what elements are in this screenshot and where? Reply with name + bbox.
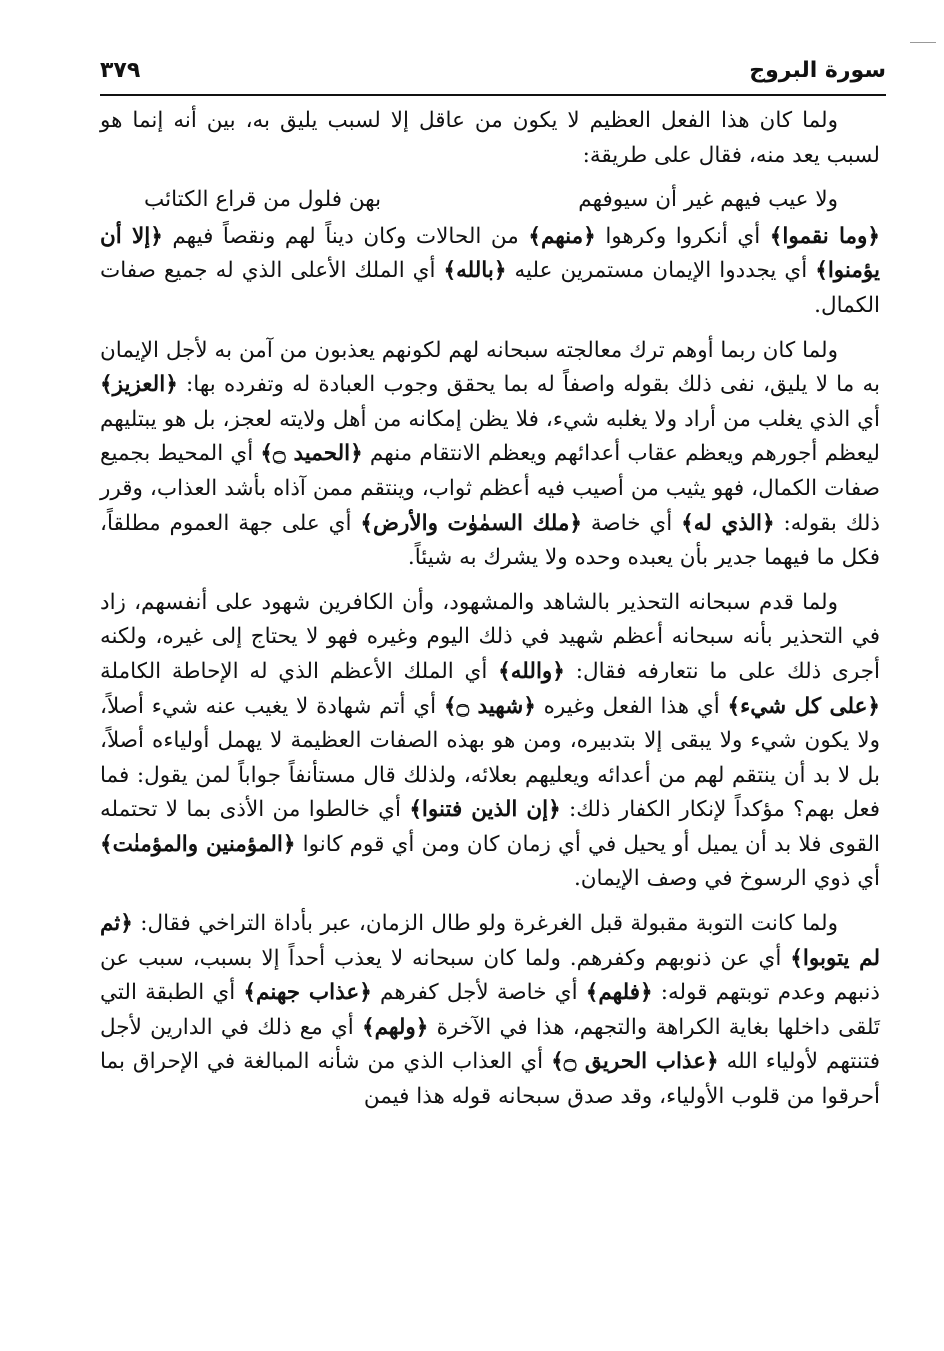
quran-quote: ﴿الحميد ۝﴾ — [260, 441, 363, 467]
commentary-text: ولما قدم سبحانه التحذير بالشاهد والمشهود، وأن الكافرين شهود على أنفسهم، زاد في التحذير بأنه سبحانه أعظم شهيد في ذلك اليوم وغيره فهو لا يحتاج إلى غيره، ولكنه أجرى ذلك على ما نتعارفه فقال: — [100, 589, 880, 684]
commentary-text: أي هذا الفعل وغيره — [535, 693, 728, 719]
verse-first-hemistich: ولا عيب فيهم غير أن سيوفهم — [578, 187, 838, 213]
commentary-text: أي أتم شهادة لا يغيب عنه شيء أصلاً، ولا يكون شيء ولا يبقى إلا بتدبيره، ومن هو بهذه الصفات العظيمة لا يهمل أولياءه أصلاً، بل لا بد أن ينتقم لهم من أعدائه ويعليهم بعلائه، ولذلك قال مستأنفاً جواباً لمن يقول: فما فعل بهم؟ مؤكداً لإنكار الكفار ذلك: — [100, 693, 881, 823]
page-number: ٣٧٩ — [100, 58, 141, 83]
commentary-text: أي خاصة — [581, 510, 682, 536]
quran-quote: ﴿عذاب الحريق ۝﴾ — [551, 1049, 719, 1075]
commentary-text: أي على جهة العموم مطلقاً، فكل ما فيهما جدير بأن يعبده وحده ولا يشرك به شيئاً. — [100, 510, 880, 571]
paragraph — [100, 220, 880, 324]
quran-quote: ﴿منهم﴾ — [528, 223, 596, 249]
paragraphs-before-verse — [100, 104, 880, 173]
paragraph — [100, 104, 880, 173]
quran-quote: ﴿ثم لم يتوبوا﴾ — [100, 911, 880, 971]
quran-quote: ﴿ولهم﴾ — [362, 1014, 429, 1040]
quran-quote: ﴿والله﴾ — [498, 658, 565, 684]
commentary-text: أي أنكروا وكرهوا — [595, 223, 770, 249]
quran-quote: ﴿بالله﴾ — [443, 258, 507, 284]
quran-quote: ﴿على كل شيء﴾ — [727, 693, 880, 719]
commentary-text: أي ذوي الرسوخ في وصف الإيمان. — [573, 866, 880, 892]
page-body — [100, 104, 880, 1125]
commentary-text: أي العذاب الذي من شأنه المبالغة في الإحراق بما أحرقوا من قلوب الأولياء، وقد صدق سبحانه قوله هذا فيمن — [100, 1049, 880, 1110]
quran-quote: ﴿إلا أن يؤمنوا﴾ — [100, 223, 880, 284]
commentary-text: أي خالطوا من الأذى بما لا تحتمله القوى فلا بد أن يميل أو يحيل في أي زمان كان ومن أي قوم كانوا — [100, 797, 880, 857]
commentary-text: ولما كان هذا الفعل العظيم لا يكون من عاقل إلا لسبب يليق به، بين أنه إنما هو لسبب يعد منه، فقال على طريقة: — [100, 108, 880, 168]
commentary-text: أي عن ذنوبهم وكفرهم. ولما كان سبحانه لا يعذب أحداً إلا بسبب، سبب عن ذنبهم وعدم توبتهم قوله: — [100, 945, 880, 1006]
paragraphs-after-verse — [100, 220, 880, 1115]
commentary-text: أي خاصة لأجل كفرهم — [371, 980, 586, 1006]
quran-quote: ﴿إن الذين فتنوا﴾ — [409, 797, 561, 823]
paragraph — [100, 334, 880, 576]
quran-quote: ﴿وما نقموا﴾ — [769, 223, 880, 249]
commentary-text: أي الملك الأعظم الذي له الإحاطة الكاملة — [100, 658, 499, 684]
quran-quote: ﴿المؤمنين والمؤمنٰت﴾ — [100, 831, 296, 857]
page-header — [100, 52, 886, 96]
quran-quote: ﴿الذي له﴾ — [681, 510, 775, 536]
quran-quote: ﴿ملك السمٰوٰت والأرض﴾ — [360, 510, 582, 536]
commentary-text: أي مع ذلك في الدارين لأجل فتنتهم لأولياء الله — [100, 1014, 880, 1075]
commentary-text: ولما كانت التوبة مقبولة قبل الغرغرة ولو طال الزمان، عبر بأداة التراخي فقال: — [132, 911, 838, 937]
commentary-text: أي الطبقة التي تَلقى داخلها بغاية الكراهة والتجهم، هذا في الآخرة — [100, 980, 880, 1040]
commentary-text: من الحالات وكان ديناً لهم ونقصاً فيهم — [162, 223, 529, 249]
quran-quote: ﴿شهيد ۝﴾ — [443, 693, 536, 719]
commentary-text: أي الذي يغلب من أراد ولا يغلبه شيء، فلا يظن إمكانه من أهل ولايته لعجز، بل هو يبتليهم ليعظم أجورهم ويعظم عقاب أعدائهم ويعظم الانتقام منهم — [100, 406, 880, 467]
quran-quote: ﴿فلهم﴾ — [585, 980, 653, 1006]
corner-mark — [910, 42, 936, 43]
commentary-text: أي المحيط بجميع صفات الكمال، فهو يثيب من أصيب فيه أعظم ثواب، وينتقم ممن آذاه بأشد العذاب، وقرر ذلك بقوله: — [100, 441, 880, 536]
commentary-text: أي الملك الأعلى الذي له جميع صفات الكمال. — [100, 258, 880, 318]
commentary-text: أي يجددوا الإيمان مستمرين عليه — [506, 258, 816, 284]
surah-name: سورة البروج — [749, 58, 886, 83]
paragraph — [100, 586, 880, 897]
quran-quote: ﴿العزيز﴾ — [100, 372, 178, 398]
paragraph — [100, 907, 880, 1115]
commentary-text: ولما كان ربما أوهم ترك معالجته سبحانه لهم لكونهم يعذبون من آمن به لأجل الإيمان به ما لا يليق، نفى ذلك بقوله واصفاً له بما يحقق وجوب العبادة له وتفرده بها: — [100, 337, 880, 398]
quran-quote: ﴿عذاب جهنم﴾ — [243, 980, 372, 1006]
poetry-verse — [100, 183, 880, 218]
verse-second-hemistich: بهن فلول من قراع الكتائب — [144, 187, 382, 213]
